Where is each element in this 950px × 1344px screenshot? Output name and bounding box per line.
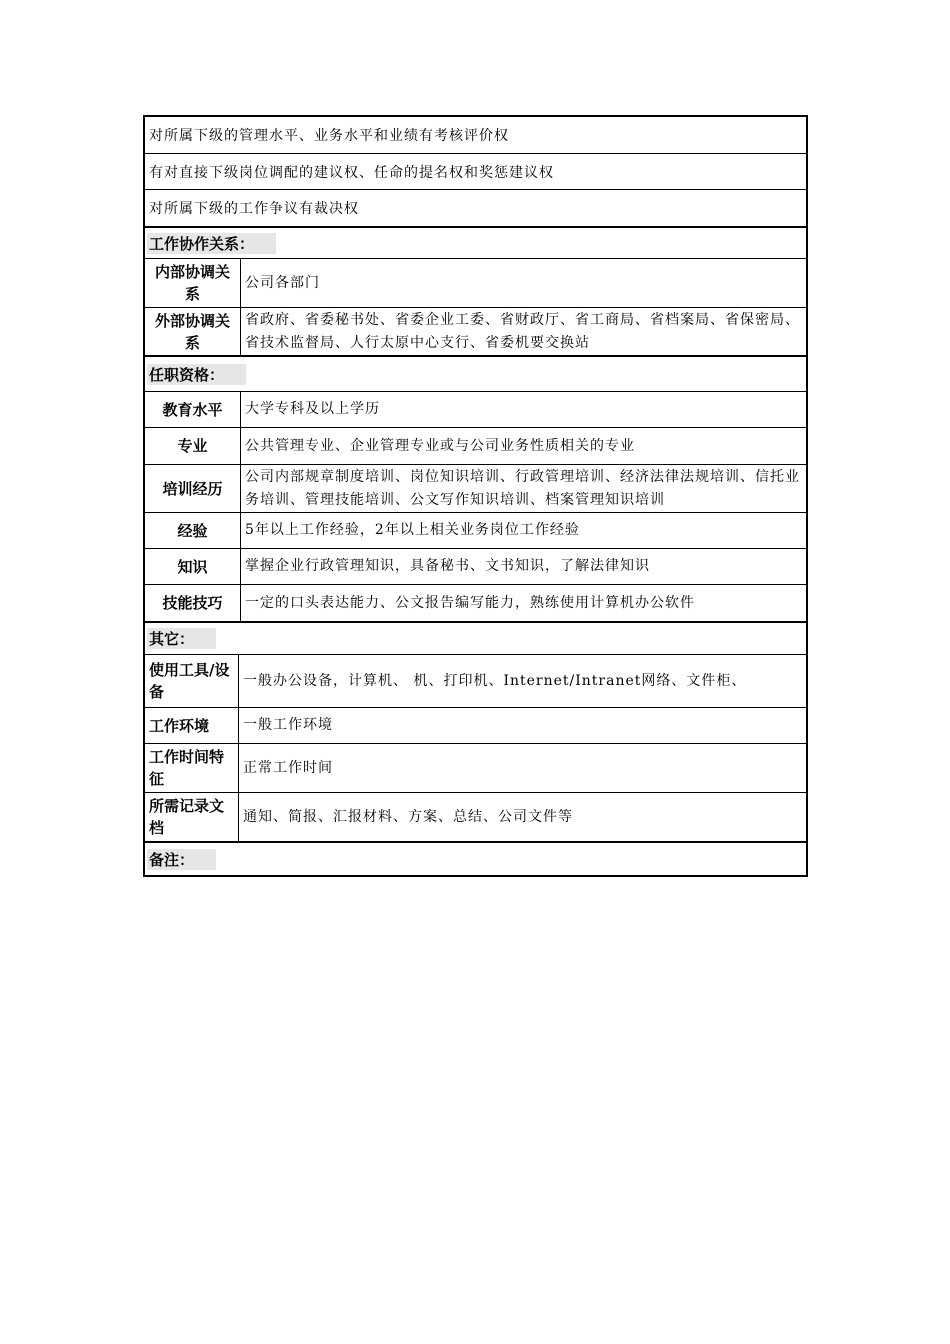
authority-row xyxy=(145,153,806,189)
other-row xyxy=(145,792,806,841)
section-header-remarks xyxy=(145,841,806,875)
section-header-other xyxy=(145,621,806,654)
authority-row xyxy=(145,189,806,226)
row-label: 外部协调关系 xyxy=(145,308,241,355)
cooperation-row xyxy=(145,258,806,307)
row-value: 一般工作环境 xyxy=(243,717,333,733)
section-title: 工作协作关系： xyxy=(147,233,276,254)
row-value: 公共管理专业、企业管理专业或与公司业务性质相关的专业 xyxy=(245,437,635,454)
row-label: 专业 xyxy=(145,428,241,464)
other-row xyxy=(145,743,806,792)
qualification-row xyxy=(145,548,806,584)
section-header-qualification xyxy=(145,355,806,391)
section-header-cooperation xyxy=(145,226,806,258)
row-label: 教育水平 xyxy=(145,392,241,427)
row-value: 5年以上工作经验，2年以上相关业务岗位工作经验 xyxy=(245,522,580,538)
row-value: 通知、简报、汇报材料、方案、总结、公司文件等 xyxy=(243,808,573,825)
authority-row xyxy=(145,117,806,153)
row-label: 使用工具/设备 xyxy=(145,655,239,707)
other-row xyxy=(145,654,806,707)
qualification-row xyxy=(145,427,806,464)
qualification-row xyxy=(145,512,806,548)
row-label: 所需记录文档 xyxy=(145,793,239,841)
section-title: 其它： xyxy=(147,628,216,649)
qualification-row xyxy=(145,584,806,621)
row-label: 经验 xyxy=(145,513,241,548)
authority-text: 对所属下级的工作争议有裁决权 xyxy=(149,201,359,217)
section-title: 任职资格： xyxy=(147,364,246,385)
cooperation-row xyxy=(145,307,806,355)
row-label: 培训经历 xyxy=(145,465,241,512)
row-value: 省政府、省委秘书处、省委企业工委、省财政厅、省工商局、省档案局、省保密局、省技术监督局、人行太原中心支行、省委机要交换站 xyxy=(245,311,800,351)
section-title: 备注： xyxy=(147,849,216,870)
row-label: 知识 xyxy=(145,549,241,584)
row-label: 工作环境 xyxy=(145,708,239,743)
row-value: 一般办公设备，计算机、 机、打印机、Internet/Intranet网络、文件柜、 xyxy=(243,672,747,689)
row-label: 内部协调关系 xyxy=(145,259,241,307)
row-value: 大学专科及以上学历 xyxy=(245,401,380,417)
authority-text: 有对直接下级岗位调配的建议权、任命的提名权和奖惩建议权 xyxy=(149,164,554,181)
row-label: 工作时间特征 xyxy=(145,744,239,792)
qualification-row xyxy=(145,464,806,512)
authority-text: 对所属下级的管理水平、业务水平和业绩有考核评价权 xyxy=(149,128,509,144)
row-value: 正常工作时间 xyxy=(243,759,333,776)
row-value: 掌握企业行政管理知识，具备秘书、文书知识，了解法律知识 xyxy=(245,558,650,574)
row-label: 技能技巧 xyxy=(145,585,241,621)
other-row xyxy=(145,707,806,743)
row-value: 公司各部门 xyxy=(245,274,320,291)
row-value: 一定的口头表达能力、公文报告编写能力，熟练使用计算机办公软件 xyxy=(245,594,695,611)
row-value: 公司内部规章制度培训、岗位知识培训、行政管理培训、经济法律法规培训、信托业务培训、管理技能培训、公文写作知识培训、档案管理知识培训 xyxy=(245,468,800,508)
qualification-row xyxy=(145,391,806,427)
job-description-table xyxy=(143,115,808,877)
